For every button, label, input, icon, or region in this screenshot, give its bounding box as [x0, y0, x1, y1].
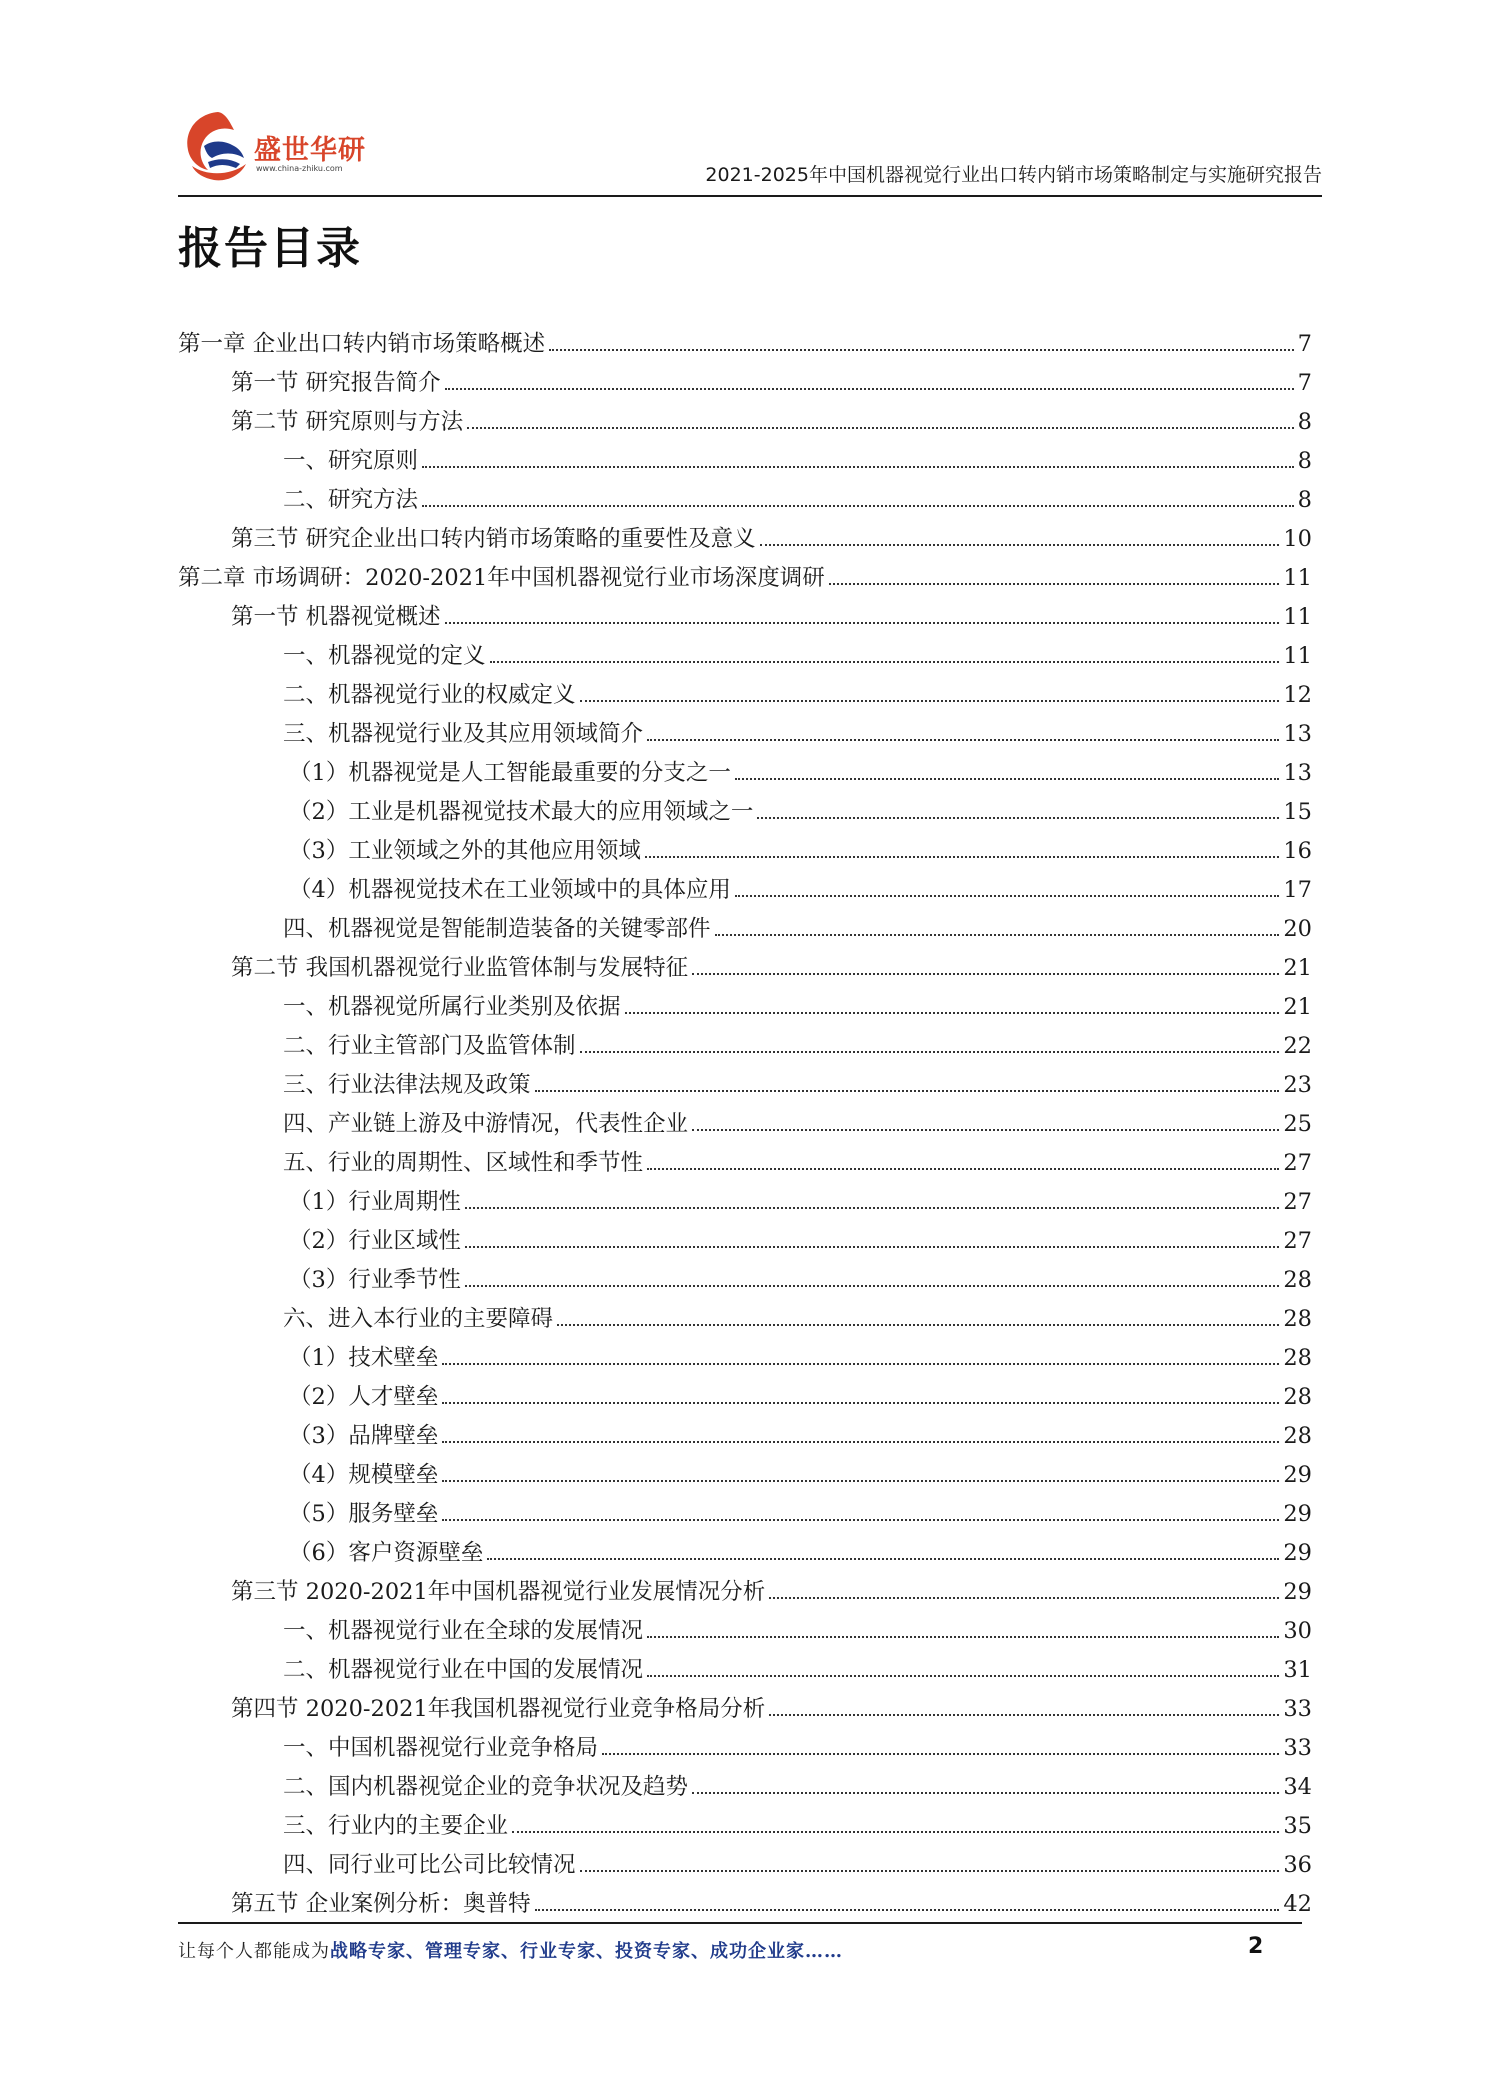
toc-entry-title: 第四节 2020-2021年我国机器视觉行业竞争格局分析 — [231, 1696, 766, 1722]
toc-leader-dots — [602, 1753, 1279, 1755]
toc-leader-dots — [580, 1870, 1280, 1872]
toc-entry-title: （3）行业季节性 — [289, 1267, 461, 1293]
toc-leader-dots — [769, 1597, 1279, 1599]
toc-entry[interactable] — [178, 988, 1312, 1027]
toc-entry-title: （4）机器视觉技术在工业领域中的具体应用 — [289, 877, 731, 903]
toc-entry-title: 第一节 机器视觉概述 — [231, 604, 441, 630]
toc-leader-dots — [647, 739, 1279, 741]
toc-entry[interactable] — [178, 871, 1312, 910]
toc-entry-title: （2）行业区域性 — [289, 1228, 461, 1254]
toc-leader-dots — [490, 661, 1280, 663]
toc-entry-page: 35 — [1283, 1813, 1312, 1839]
toc-entry-title: 第二节 研究原则与方法 — [231, 409, 464, 435]
toc-entry-page: 16 — [1283, 838, 1312, 864]
toc-entry-title: 二、国内机器视觉企业的竞争状况及趋势 — [283, 1774, 689, 1800]
toc-leader-dots — [442, 1363, 1279, 1365]
toc-entry-page: 33 — [1283, 1696, 1312, 1722]
toc-entry-title: （2）人才壁垒 — [289, 1384, 439, 1410]
toc-entry-page: 33 — [1283, 1735, 1312, 1761]
toc-entry-page: 7 — [1297, 370, 1312, 396]
toc-entry[interactable] — [178, 754, 1312, 793]
toc-entry[interactable] — [178, 598, 1312, 637]
toc-leader-dots — [442, 1441, 1279, 1443]
toc-entry-page: 22 — [1283, 1033, 1312, 1059]
footer-slogan — [178, 1937, 843, 1963]
toc-entry[interactable] — [178, 1807, 1312, 1846]
toc-entry-title: （6）客户资源壁垒 — [289, 1540, 484, 1566]
toc-entry[interactable] — [178, 1612, 1312, 1651]
toc-leader-dots — [422, 466, 1294, 468]
toc-entry[interactable] — [178, 1183, 1312, 1222]
toc-entry[interactable] — [178, 1768, 1312, 1807]
toc-leader-dots — [465, 1207, 1280, 1209]
toc-entry-page: 29 — [1283, 1540, 1312, 1566]
toc-leader-dots — [735, 778, 1280, 780]
toc-leader-dots — [512, 1831, 1279, 1833]
toc-entry-page: 27 — [1283, 1150, 1312, 1176]
toc-entry-title: 第三节 研究企业出口转内销市场策略的重要性及意义 — [231, 526, 756, 552]
toc-entry-title: 第三节 2020-2021年中国机器视觉行业发展情况分析 — [231, 1579, 766, 1605]
toc-entry-page: 34 — [1283, 1774, 1312, 1800]
toc-leader-dots — [580, 1051, 1280, 1053]
toc-entry-title: （4）规模壁垒 — [289, 1462, 439, 1488]
toc-entry-page: 28 — [1283, 1306, 1312, 1332]
toc-leader-dots — [445, 622, 1280, 624]
toc-entry[interactable] — [178, 676, 1312, 715]
toc-entry-page: 29 — [1283, 1462, 1312, 1488]
toc-entry[interactable] — [178, 715, 1312, 754]
toc-entry[interactable] — [178, 1105, 1312, 1144]
toc-leader-dots — [829, 583, 1280, 585]
toc-entry[interactable] — [178, 325, 1312, 364]
toc-leader-dots — [645, 856, 1280, 858]
toc-entry-page: 8 — [1297, 448, 1312, 474]
toc-entry-page: 21 — [1283, 955, 1312, 981]
toc-entry[interactable] — [178, 1222, 1312, 1261]
toc-entry-title: 五、行业的周期性、区域性和季节性 — [283, 1150, 644, 1176]
toc-entry-title: （1）机器视觉是人工智能最重要的分支之一 — [289, 760, 731, 786]
page-title: 报告目录 — [178, 223, 362, 274]
toc-entry-page: 10 — [1283, 526, 1312, 552]
toc-leader-dots — [465, 1246, 1280, 1248]
toc-entry-title: 一、机器视觉所属行业类别及依据 — [283, 994, 621, 1020]
toc-leader-dots — [692, 1792, 1279, 1794]
toc-entry-page: 21 — [1283, 994, 1312, 1020]
toc-entry[interactable] — [178, 637, 1312, 676]
toc-entry-page: 42 — [1283, 1891, 1312, 1917]
toc-entry-title: （3）工业领域之外的其他应用领域 — [289, 838, 641, 864]
toc-entry-title: 一、机器视觉行业在全球的发展情况 — [283, 1618, 644, 1644]
toc-entry-title: 一、研究原则 — [283, 448, 419, 474]
toc-entry-title: 二、机器视觉行业在中国的发展情况 — [283, 1657, 644, 1683]
toc-entry-page: 11 — [1283, 643, 1312, 669]
slogan-prefix: 让每个人都能成为 — [178, 1941, 330, 1962]
toc-entry-page: 28 — [1283, 1384, 1312, 1410]
toc-entry-title: 四、机器视觉是智能制造装备的关键零部件 — [283, 916, 711, 942]
logo-url: www.china-zhiku.com — [256, 164, 343, 173]
toc-leader-dots — [647, 1636, 1279, 1638]
toc-leader-dots — [535, 1090, 1280, 1092]
toc-leader-dots — [422, 505, 1294, 507]
toc-entry-title: （1）技术壁垒 — [289, 1345, 439, 1371]
toc-entry-title: 第一章 企业出口转内销市场策略概述 — [178, 331, 546, 357]
toc-entry[interactable] — [178, 1339, 1312, 1378]
toc-entry[interactable] — [178, 481, 1312, 520]
toc-leader-dots — [692, 973, 1279, 975]
toc-entry[interactable] — [178, 1456, 1312, 1495]
toc-entry-page: 31 — [1283, 1657, 1312, 1683]
toc-entry-page: 11 — [1283, 565, 1312, 591]
toc-entry-title: 一、机器视觉的定义 — [283, 643, 486, 669]
toc-leader-dots — [465, 1285, 1280, 1287]
toc-leader-dots — [467, 427, 1294, 429]
toc-entry-title: 四、同行业可比公司比较情况 — [283, 1852, 576, 1878]
toc-entry[interactable] — [178, 1066, 1312, 1105]
toc-leader-dots — [769, 1714, 1279, 1716]
toc-entry[interactable] — [178, 1534, 1312, 1573]
page-header — [178, 98, 1322, 194]
toc-leader-dots — [647, 1168, 1279, 1170]
table-of-contents — [178, 325, 1312, 1924]
toc-entry[interactable] — [178, 1027, 1312, 1066]
toc-leader-dots — [715, 934, 1280, 936]
toc-entry-page: 8 — [1297, 487, 1312, 513]
footer-divider — [178, 1922, 1302, 1924]
toc-entry-page: 27 — [1283, 1189, 1312, 1215]
toc-entry-title: 第五节 企业案例分析：奥普特 — [231, 1891, 531, 1917]
toc-leader-dots — [535, 1909, 1280, 1911]
logo-emblem-icon — [178, 106, 258, 186]
toc-entry[interactable] — [178, 910, 1312, 949]
toc-leader-dots — [757, 817, 1279, 819]
toc-entry[interactable] — [178, 559, 1312, 598]
toc-entry-title: 一、中国机器视觉行业竞争格局 — [283, 1735, 599, 1761]
toc-entry[interactable] — [178, 1846, 1312, 1885]
toc-entry-page: 15 — [1283, 799, 1312, 825]
toc-entry-page: 28 — [1283, 1423, 1312, 1449]
toc-entry[interactable] — [178, 1300, 1312, 1339]
toc-entry[interactable] — [178, 1573, 1312, 1612]
toc-leader-dots — [735, 895, 1280, 897]
toc-entry-page: 12 — [1283, 682, 1312, 708]
toc-entry-title: 二、机器视觉行业的权威定义 — [283, 682, 576, 708]
toc-entry-title: （1）行业周期性 — [289, 1189, 461, 1215]
toc-entry[interactable] — [178, 949, 1312, 988]
toc-leader-dots — [442, 1519, 1279, 1521]
toc-leader-dots — [549, 349, 1294, 351]
toc-entry-title: 第二章 市场调研：2020-2021年中国机器视觉行业市场深度调研 — [178, 565, 825, 591]
toc-leader-dots — [442, 1402, 1279, 1404]
toc-entry-title: （3）品牌壁垒 — [289, 1423, 439, 1449]
toc-entry-title: 二、行业主管部门及监管体制 — [283, 1033, 576, 1059]
toc-leader-dots — [760, 544, 1280, 546]
toc-entry[interactable] — [178, 442, 1312, 481]
toc-entry-page: 28 — [1283, 1345, 1312, 1371]
toc-entry-page: 29 — [1283, 1579, 1312, 1605]
toc-entry[interactable] — [178, 1378, 1312, 1417]
toc-entry-page: 7 — [1297, 331, 1312, 357]
toc-leader-dots — [647, 1675, 1279, 1677]
toc-leader-dots — [487, 1558, 1279, 1560]
company-logo — [178, 98, 398, 188]
toc-entry-title: 二、研究方法 — [283, 487, 419, 513]
toc-entry-title: 四、产业链上游及中游情况，代表性企业 — [283, 1111, 689, 1137]
toc-entry-title: （2）工业是机器视觉技术最大的应用领域之一 — [289, 799, 754, 825]
toc-entry[interactable] — [178, 793, 1312, 832]
toc-entry[interactable] — [178, 520, 1312, 559]
toc-entry-title: 第二节 我国机器视觉行业监管体制与发展特征 — [231, 955, 689, 981]
logo-name: 盛世华研 — [254, 135, 366, 166]
toc-entry-page: 17 — [1283, 877, 1312, 903]
page-number: 2 — [1248, 1934, 1264, 1959]
toc-entry-page: 27 — [1283, 1228, 1312, 1254]
toc-entry[interactable] — [178, 1690, 1312, 1729]
slogan-highlight: 战略专家、管理专家、行业专家、投资专家、成功企业家…… — [330, 1941, 843, 1962]
toc-leader-dots — [445, 388, 1294, 390]
toc-entry-title: 三、机器视觉行业及其应用领域简介 — [283, 721, 644, 747]
toc-entry-title: 六、进入本行业的主要障碍 — [283, 1306, 554, 1332]
report-title: 2021-2025年中国机器视觉行业出口转内销市场策略制定与实施研究报告 — [705, 164, 1322, 186]
toc-entry-page: 8 — [1297, 409, 1312, 435]
toc-leader-dots — [557, 1324, 1279, 1326]
toc-entry-page: 30 — [1283, 1618, 1312, 1644]
toc-entry[interactable] — [178, 1495, 1312, 1534]
toc-entry-page: 13 — [1283, 721, 1312, 747]
toc-entry-page: 11 — [1283, 604, 1312, 630]
toc-leader-dots — [580, 700, 1280, 702]
toc-entry-title: 三、行业内的主要企业 — [283, 1813, 509, 1839]
toc-entry[interactable] — [178, 1651, 1312, 1690]
toc-entry-page: 36 — [1283, 1852, 1312, 1878]
toc-entry-page: 25 — [1283, 1111, 1312, 1137]
toc-entry[interactable] — [178, 403, 1312, 442]
toc-entry[interactable] — [178, 1729, 1312, 1768]
toc-entry[interactable] — [178, 1261, 1312, 1300]
toc-leader-dots — [442, 1480, 1279, 1482]
toc-entry-page: 13 — [1283, 760, 1312, 786]
header-divider — [178, 195, 1322, 197]
toc-entry-page: 28 — [1283, 1267, 1312, 1293]
toc-leader-dots — [625, 1012, 1280, 1014]
toc-entry[interactable] — [178, 1885, 1312, 1924]
toc-entry-page: 23 — [1283, 1072, 1312, 1098]
toc-entry-title: （5）服务壁垒 — [289, 1501, 439, 1527]
toc-entry-title: 三、行业法律法规及政策 — [283, 1072, 531, 1098]
toc-leader-dots — [692, 1129, 1279, 1131]
toc-entry-title: 第一节 研究报告简介 — [231, 370, 441, 396]
toc-entry[interactable] — [178, 832, 1312, 871]
toc-entry-page: 20 — [1283, 916, 1312, 942]
toc-entry[interactable] — [178, 364, 1312, 403]
toc-entry[interactable] — [178, 1417, 1312, 1456]
toc-entry[interactable] — [178, 1144, 1312, 1183]
toc-entry-page: 29 — [1283, 1501, 1312, 1527]
